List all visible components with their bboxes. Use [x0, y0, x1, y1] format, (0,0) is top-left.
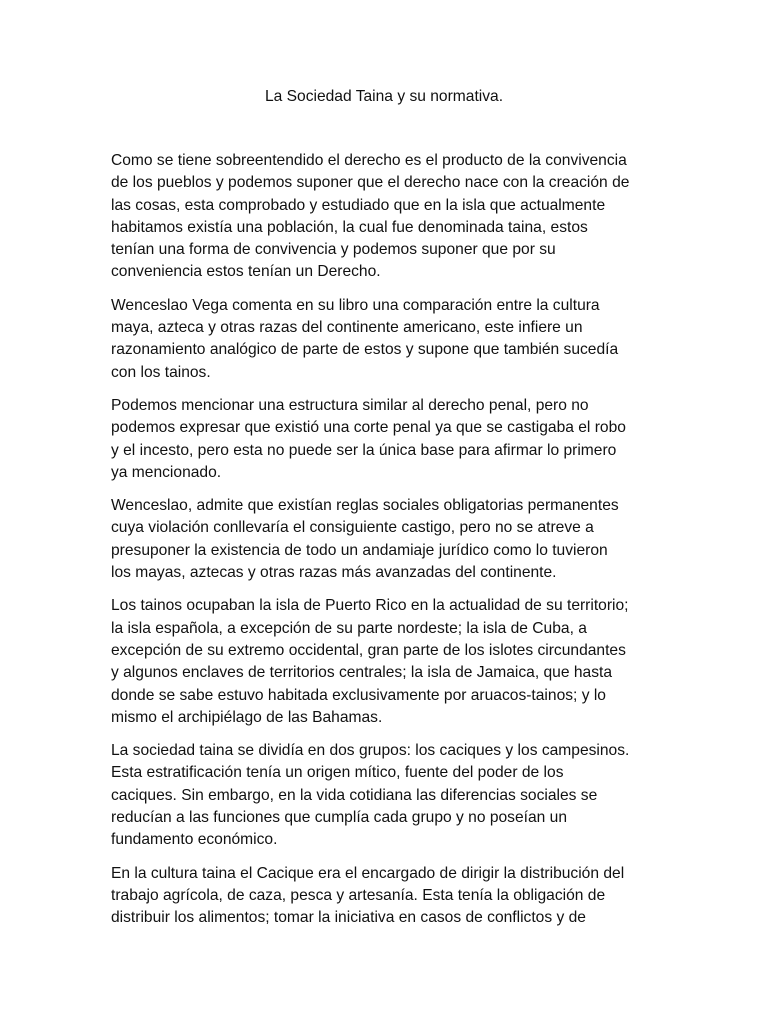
- text-line: tenían una forma de convivencia y podemos suponer que por su: [111, 241, 556, 259]
- text-line: con los tainos.: [111, 363, 211, 381]
- text-line: las cosas, esta comprobado y estudiado que en la isla que actualmente: [111, 196, 606, 214]
- paragraph: [111, 863, 659, 930]
- text-line: donde se sabe estuvo habitada exclusivamente por aruacos-tainos; y lo: [111, 686, 606, 704]
- text-line: distribuir los alimentos; tomar la iniciativa en casos de conflictos y de: [111, 909, 586, 927]
- paragraph: [111, 595, 659, 729]
- text-line: mismo el archipiélago de las Bahamas.: [111, 708, 383, 726]
- text-line: excepción de su extremo occidental, gran parte de los islotes circundantes: [111, 641, 626, 659]
- paragraph: [111, 740, 659, 851]
- text-line: Podemos mencionar una estructura similar al derecho penal, pero no: [111, 396, 589, 414]
- text-line: razonamiento analógico de parte de estos y supone que también sucedía: [111, 341, 619, 359]
- text-line: reducían a las funciones que cumplía cada grupo y no poseían un: [111, 809, 567, 827]
- text-line: La sociedad taina se dividía en dos grupos: los caciques y los campesinos.: [111, 742, 630, 760]
- text-line: fundamento económico.: [111, 831, 278, 849]
- text-line: Wenceslao Vega comenta en su libro una comparación entre la cultura: [111, 296, 600, 314]
- text-line: Wenceslao, admite que existían reglas sociales obligatorias permanentes: [111, 497, 619, 515]
- text-line: la isla española, a excepción de su parte nordeste; la isla de Cuba, a: [111, 619, 587, 637]
- text-line: trabajo agrícola, de caza, pesca y artesanía. Esta tenía la obligación de: [111, 886, 606, 904]
- paragraph: [111, 295, 659, 384]
- paragraph: [111, 395, 659, 484]
- text-line: Los tainos ocupaban la isla de Puerto Rico en la actualidad de su territorio;: [111, 597, 629, 615]
- text-line: presuponer la existencia de todo un andamiaje jurídico como lo tuvieron: [111, 541, 608, 559]
- text-line: y algunos enclaves de territorios centrales; la isla de Jamaica, que hasta: [111, 664, 613, 682]
- text-line: Como se tiene sobreentendido el derecho es el producto de la convivencia: [111, 152, 627, 169]
- text-line: de los pueblos y podemos suponer que el derecho nace con la creación de: [111, 174, 630, 192]
- text-line: maya, azteca y otras razas del continente americano, este infiere un: [111, 319, 583, 337]
- paragraph: [111, 495, 659, 584]
- document-title: La Sociedad Taina y su normativa.: [264, 88, 504, 105]
- document-body: [111, 150, 659, 941]
- text-line: los mayas, aztecas y otras razas más avanzadas del continente.: [111, 564, 557, 582]
- text-line: caciques. Sin embargo, en la vida cotidiana las diferencias sociales se: [111, 786, 598, 804]
- text-line: conveniencia estos tenían un Derecho.: [111, 263, 381, 281]
- paragraph: [111, 150, 659, 284]
- text-line: podemos expresar que existió una corte penal ya que se castigaba el robo: [111, 419, 626, 437]
- text-line: habitamos existía una población, la cual fue denominada taina, estos: [111, 218, 588, 236]
- text-line: ya mencionado.: [111, 463, 222, 481]
- text-line: Esta estratificación tenía un origen mítico, fuente del poder de los: [111, 764, 564, 782]
- text-line: En la cultura taina el Cacique era el encargado de dirigir la distribución del: [111, 864, 625, 882]
- text-line: y el incesto, pero esta no puede ser la única base para afirmar lo primero: [111, 441, 617, 459]
- text-line: cuya violación conllevaría el consiguiente castigo, pero no se atreve a: [111, 519, 594, 537]
